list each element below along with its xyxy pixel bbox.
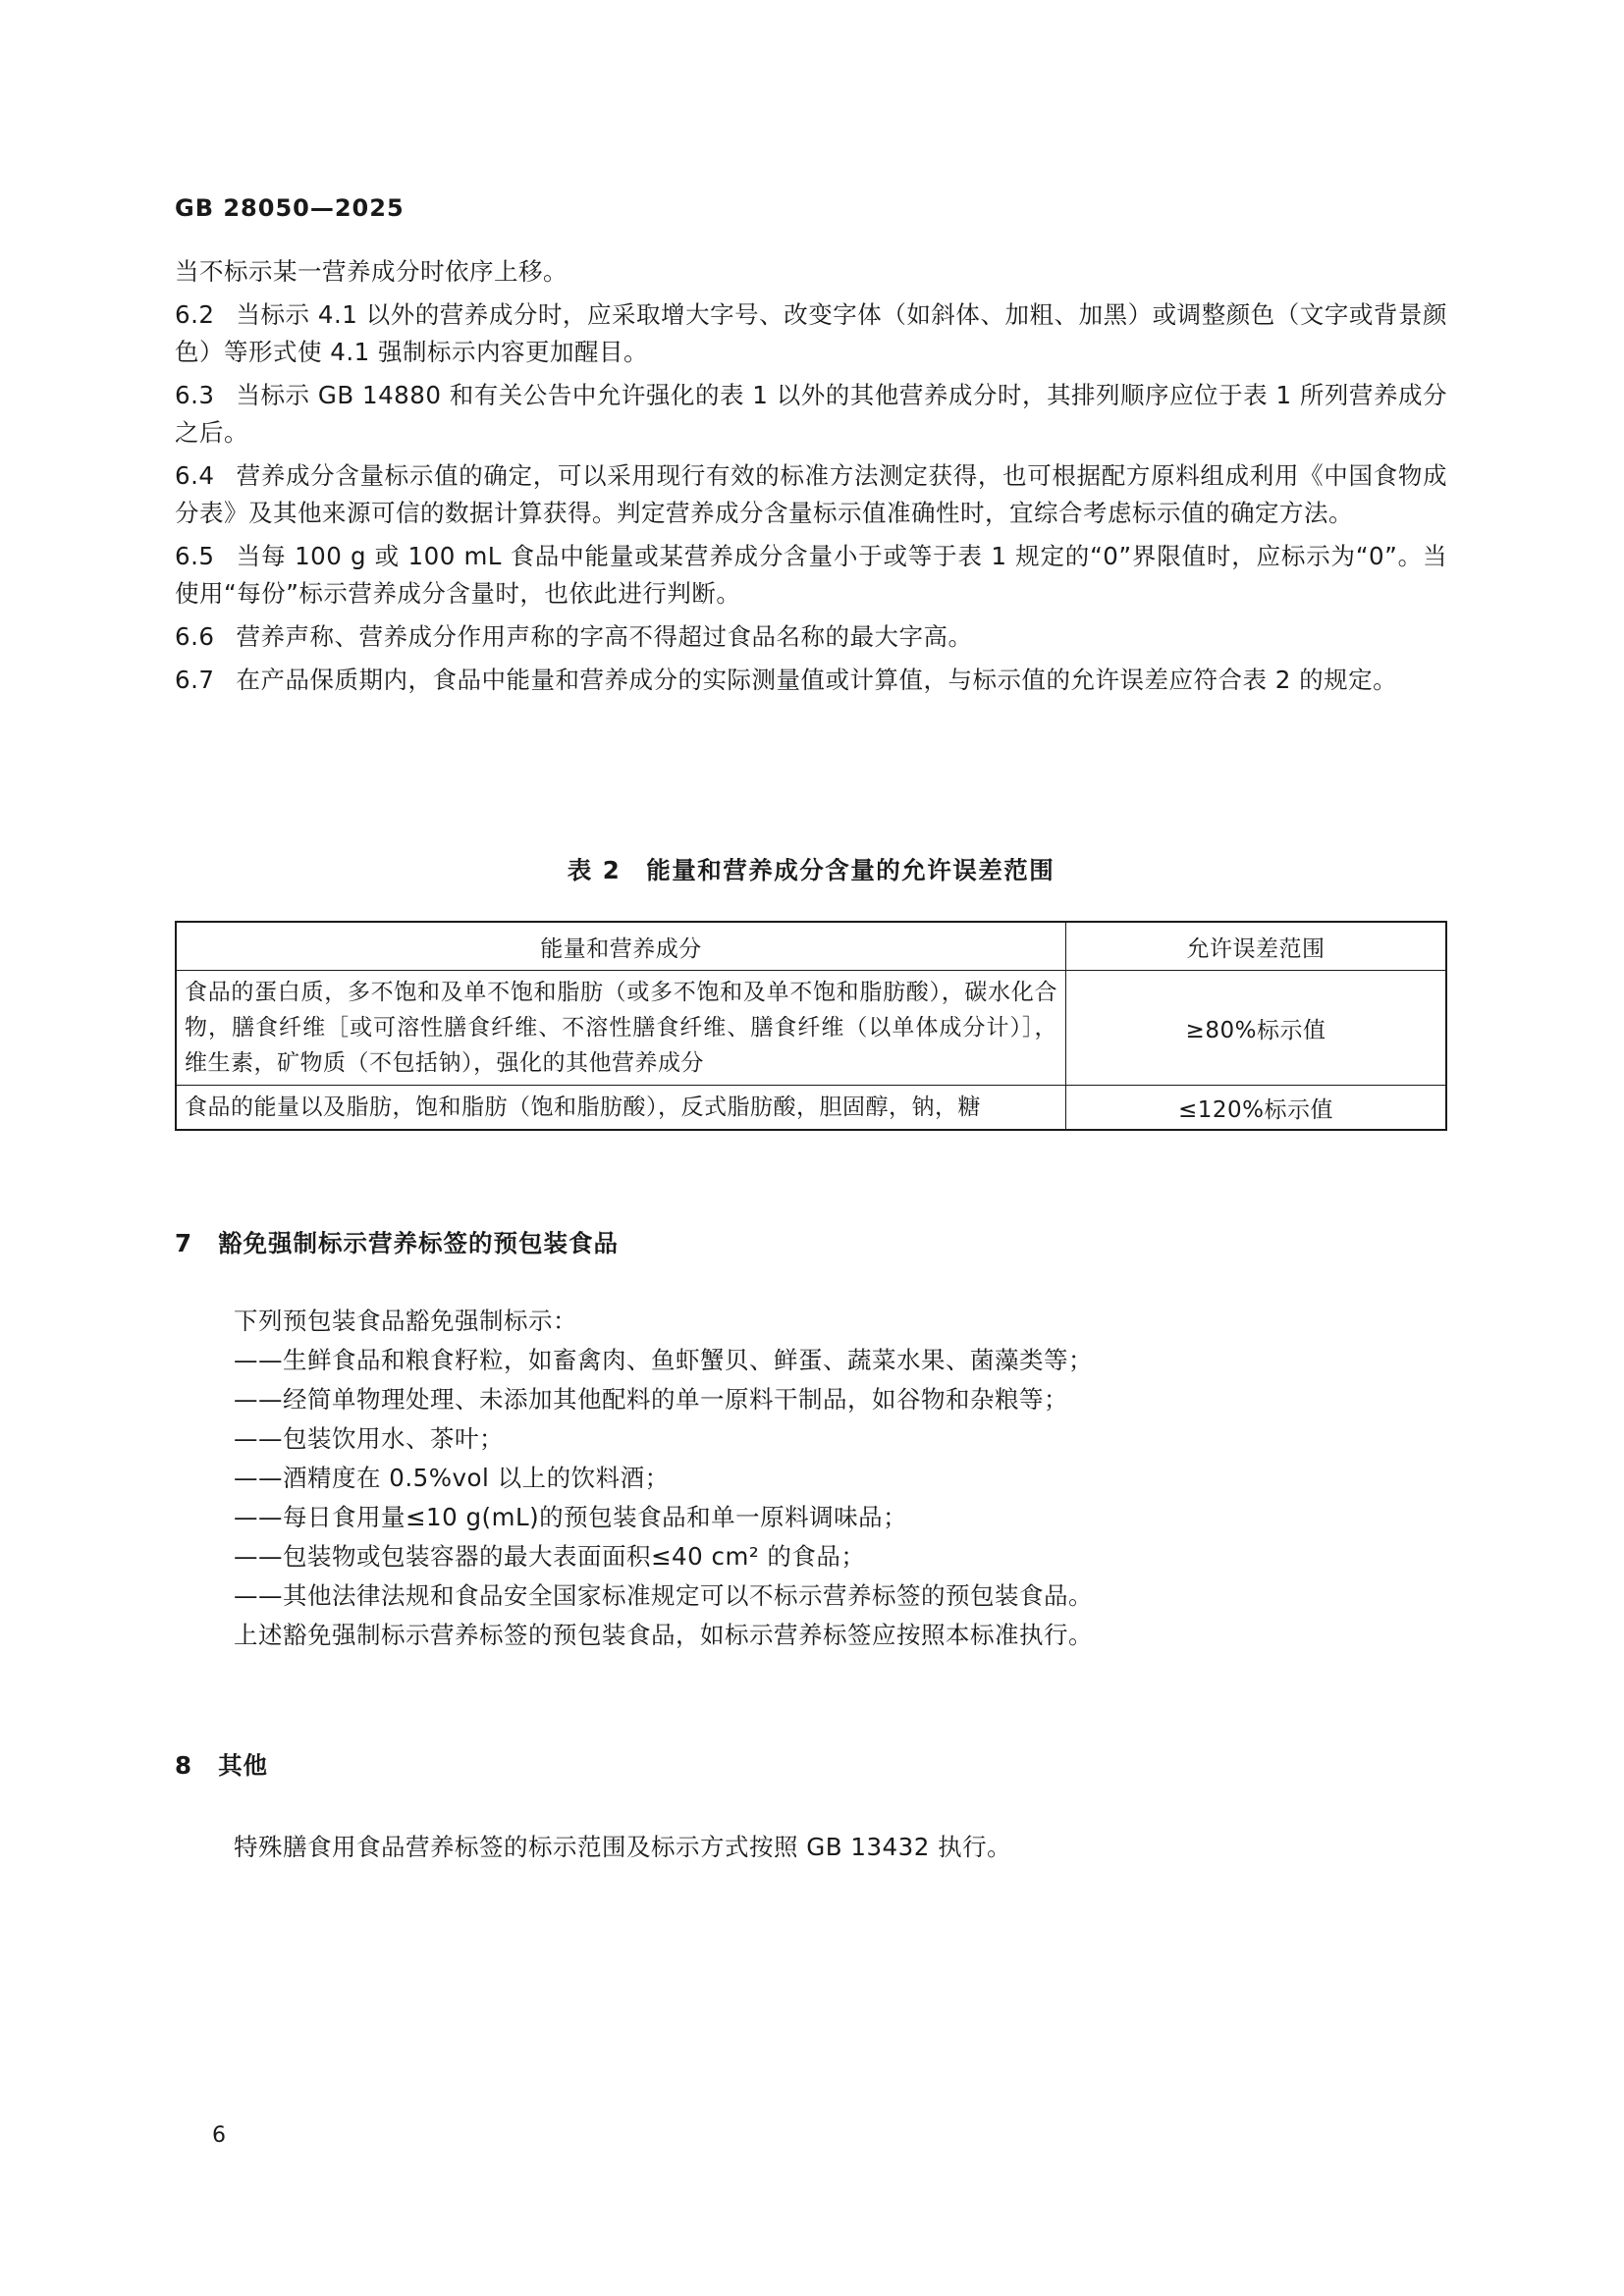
section-number: 8 <box>175 1751 193 1780</box>
clause-number: 6.5 <box>175 542 215 570</box>
clause-number: 6.2 <box>175 300 215 329</box>
list-item: ——生鲜食品和粮食籽粒，如畜禽肉、鱼虾蟹贝、鲜蛋、蔬菜水果、菌藻类等； <box>234 1346 1093 1374</box>
section-intro: 下列预包装食品豁免强制标示： <box>234 1307 577 1335</box>
list-item: ——包装物或包装容器的最大表面面积≤40 cm² 的食品； <box>234 1542 866 1571</box>
section-number: 7 <box>175 1229 193 1257</box>
clause-number: 6.7 <box>175 666 215 694</box>
clause-6-6 <box>175 618 1447 656</box>
section-title: 豁免强制标示营养标签的预包装食品 <box>218 1229 620 1257</box>
section-7-heading <box>175 1225 619 1259</box>
column-header-nutrient: 能量和营养成分 <box>176 922 1066 971</box>
section-closing: 上述豁免强制标示营养标签的预包装食品，如标示营养标签应按照本标准执行。 <box>234 1621 1093 1649</box>
clause-6-4 <box>175 457 1447 532</box>
list-item: ——包装饮用水、茶叶； <box>234 1424 504 1453</box>
table-row <box>176 971 1446 1086</box>
table-2-tolerance <box>175 921 1447 1131</box>
table-cell-tolerance: ≤120%标示值 <box>1066 1086 1447 1131</box>
clause-number: 6.6 <box>175 622 215 651</box>
paragraph <box>175 253 1447 291</box>
clause-number: 6.4 <box>175 461 215 490</box>
clause-text: 营养成分含量标示值的确定，可以采用现行有效的标准方法测定获得，也可根据配方原料组成利用《中国食物成分表》及其他来源可信的数据计算获得。判定营养成分含量标示值准确性时，宜综合考虑标示值的确定方法。 <box>175 461 1447 527</box>
table-header-row <box>176 922 1446 971</box>
clause-text: 当标示 4.1 以外的营养成分时，应采取增大字号、改变字体（如斜体、加粗、加黑）或调整颜色（文字或背景颜色）等形式使 4.1 强制标示内容更加醒目。 <box>175 300 1447 366</box>
clause-6-3 <box>175 377 1447 452</box>
list-item: ——酒精度在 0.5%vol 以上的饮料酒； <box>234 1464 670 1492</box>
paragraph-text: 当不标示某一营养成分时依序上移。 <box>175 257 568 286</box>
section-text: 特殊膳食用食品营养标签的标示范围及标示方式按照 GB 13432 执行。 <box>234 1833 1012 1861</box>
clause-number: 6.3 <box>175 381 215 409</box>
clause-6-continuation <box>175 253 1447 705</box>
page-number: 6 <box>212 2123 226 2148</box>
clause-text: 营养声称、营养成分作用声称的字高不得超过食品名称的最大字高。 <box>236 622 973 651</box>
table-cell-tolerance: ≥80%标示值 <box>1066 971 1447 1086</box>
column-header-tolerance: 允许误差范围 <box>1066 922 1447 971</box>
table-cell-nutrient: 食品的蛋白质，多不饱和及单不饱和脂肪（或多不饱和及单不饱和脂肪酸），碳水化合物，膳食纤维［或可溶性膳食纤维、不溶性膳食纤维、膳食纤维（以单体成分计）］，维生素，矿物质（不包括钠），强化的其他营养成分 <box>176 971 1066 1086</box>
section-8-heading <box>175 1747 268 1782</box>
list-item: ——其他法律法规和食品安全国家标准规定可以不标示营养标签的预包装食品。 <box>234 1581 1093 1610</box>
clause-text: 当标示 GB 14880 和有关公告中允许强化的表 1 以外的其他营养成分时，其排列顺序应位于表 1 所列营养成分之后。 <box>175 381 1447 447</box>
clause-text: 在产品保质期内，食品中能量和营养成分的实际测量值或计算值，与标示值的允许误差应符合表 2 的规定。 <box>236 666 1398 694</box>
standard-code-header: GB 28050—2025 <box>175 194 405 222</box>
clause-6-7 <box>175 662 1447 699</box>
section-8-body <box>175 1828 1447 1867</box>
section-7-body <box>175 1302 1447 1655</box>
clause-6-5 <box>175 538 1447 613</box>
list-item: ——每日食用量≤10 g(mL)的预包装食品和单一原料调味品； <box>234 1503 908 1531</box>
table-cell-nutrient: 食品的能量以及脂肪，饱和脂肪（饱和脂肪酸），反式脂肪酸，胆固醇，钠，糖 <box>176 1086 1066 1131</box>
table-2-caption: 表 2 能量和营养成分含量的允许误差范围 <box>567 856 1056 884</box>
list-item: ——经简单物理处理、未添加其他配料的单一原料干制品，如谷物和杂粮等； <box>234 1385 1068 1414</box>
section-title: 其他 <box>218 1751 269 1780</box>
clause-6-2 <box>175 296 1447 371</box>
clause-text: 当每 100 g 或 100 mL 食品中能量或某营养成分含量小于或等于表 1 规定的“0”界限值时，应标示为“0”。当使用“每份”标示营养成分含量时，也依此进行判断。 <box>175 542 1447 608</box>
table-row <box>176 1086 1446 1131</box>
